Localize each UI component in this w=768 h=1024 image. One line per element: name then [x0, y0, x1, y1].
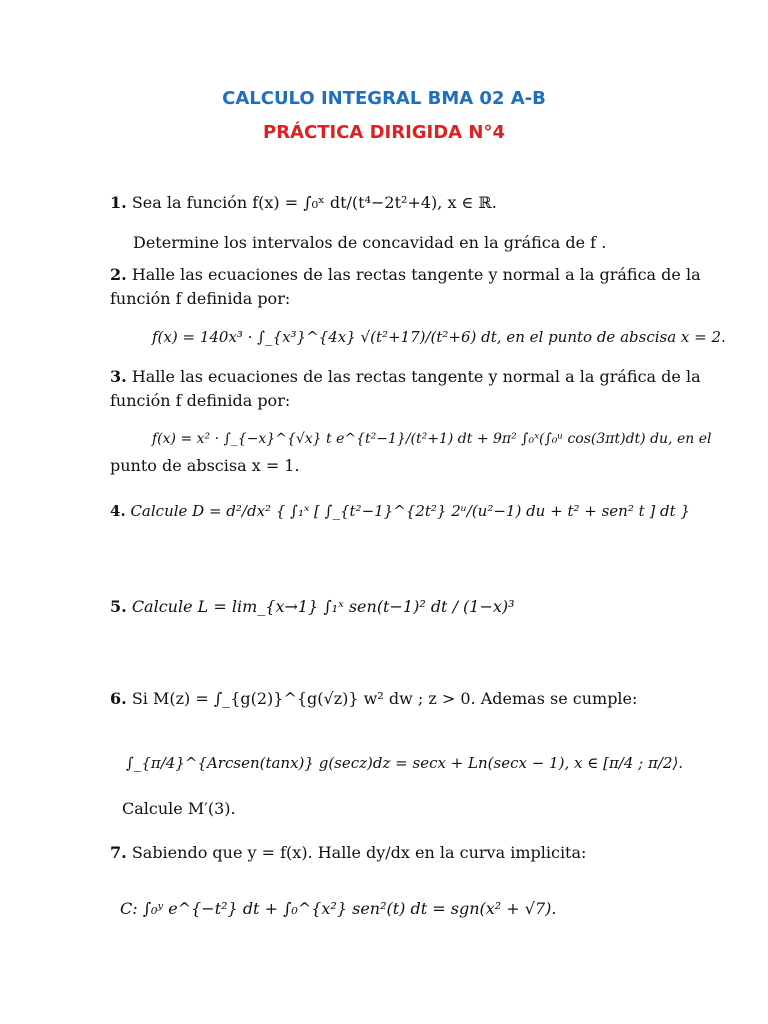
problem-1-task-text: Determine los intervalos de concavidad en la gráfica de f .	[133, 233, 607, 252]
problem-2-statement: Halle las ecuaciones de las rectas tangente y normal a la gráfica de la	[131, 265, 701, 284]
problem-7-curve	[120, 898, 700, 920]
problem-number: 7	[110, 843, 122, 862]
problem-3-formula	[152, 428, 732, 450]
problem-number: 4	[110, 502, 121, 520]
problem-number: 6	[110, 689, 122, 708]
problem-3-statement: Halle las ecuaciones de las rectas tangente y normal a la gráfica de la	[131, 367, 701, 386]
problem-5-statement: Calcule L = lim_{x→1} ∫₁ˣ sen(t−1)² dt / (1−x)³	[131, 597, 515, 616]
problem-4: 4. Calcule D = d²/dx² { ∫₁ˣ [ ∫_{t²−1}^{2t²} 2ᵘ/(u²−1) du + t² + sen² t ] dt }	[110, 502, 690, 520]
problem-7: 7. Sabiendo que y = f(x). Halle dy/dx en la curva implicita:	[110, 843, 587, 862]
problem-3-formula-text: f(x) = x² · ∫_{−x}^{√x} t e^{t²−1}/(t²+1) dt + 9π² ∫₀ˣ(∫₀ᵘ cos(3πt)dt) du, en el	[152, 431, 712, 447]
problem-3-text-4: punto de abscisa x = 1.	[110, 456, 300, 475]
problem-number: 3	[110, 367, 122, 386]
problem-7-curve-text: C: ∫₀ʸ e^{−t²} dt + ∫₀^{x²} sen²(t) dt = sgn(x² + √7).	[120, 899, 557, 918]
problem-6-condition-text: ∫_{π/4}^{Arcsen(tanx)} g(secz)dz = secx + Ln(secx − 1), x ∈ [π/4 ; π/2⟩.	[126, 754, 684, 772]
problem-3-line-2	[110, 390, 690, 412]
problem-2-formula	[152, 326, 732, 348]
problem-7-statement: Sabiendo que y = f(x). Halle dy/dx en la curva implicita:	[131, 843, 587, 862]
problem-6: 6. Si M(z) = ∫_{g(2)}^{g(√z)} w² dw ; z > 0. Ademas se cumple:	[110, 689, 638, 708]
problem-3-line-4	[110, 455, 690, 477]
problem-3-text-2: función f definida por:	[110, 391, 291, 410]
problem-6-condition	[126, 752, 706, 774]
problem-2: 2. Halle las ecuaciones de las rectas tangente y normal a la gráfica de la	[110, 265, 701, 284]
problem-2-formula-text: f(x) = 140x³ · ∫_{x³}^{4x} √(t²+17)/(t²+6) dt, en el punto de abscisa x = 2.	[152, 328, 726, 346]
problem-number: 1	[110, 193, 122, 212]
problem-number: 2	[110, 265, 122, 284]
problem-number: 5	[110, 597, 122, 616]
problem-1: 1. Sea la función f(x) = ∫₀ˣ dt/(t⁴−2t²+4), x ∈ ℝ.	[110, 193, 497, 212]
problem-1-statement: Sea la función f(x) = ∫₀ˣ dt/(t⁴−2t²+4), x ∈ ℝ.	[131, 193, 497, 212]
practice-title: PRÁCTICA DIRIGIDA N°4	[263, 122, 505, 143]
course-title: CALCULO INTEGRAL BMA 02 A-B	[222, 88, 546, 109]
problem-4-statement: Calcule D = d²/dx² { ∫₁ˣ [ ∫_{t²−1}^{2t²} 2ᵘ/(u²−1) du + t² + sen² t ] dt }	[130, 502, 690, 520]
problem-6-task	[122, 798, 702, 820]
problem-6-statement: Si M(z) = ∫_{g(2)}^{g(√z)} w² dw ; z > 0. Ademas se cumple:	[131, 689, 638, 708]
problem-6-task-text: Calcule M′(3).	[122, 799, 236, 818]
problem-3: 3. Halle las ecuaciones de las rectas tangente y normal a la gráfica de la	[110, 367, 701, 386]
problem-2-text-2: función f definida por:	[110, 289, 291, 308]
problem-1-task	[133, 232, 713, 254]
problem-5: 5. Calcule L = lim_{x→1} ∫₁ˣ sen(t−1)² dt / (1−x)³	[110, 597, 515, 616]
problem-2-line-2	[110, 288, 690, 310]
